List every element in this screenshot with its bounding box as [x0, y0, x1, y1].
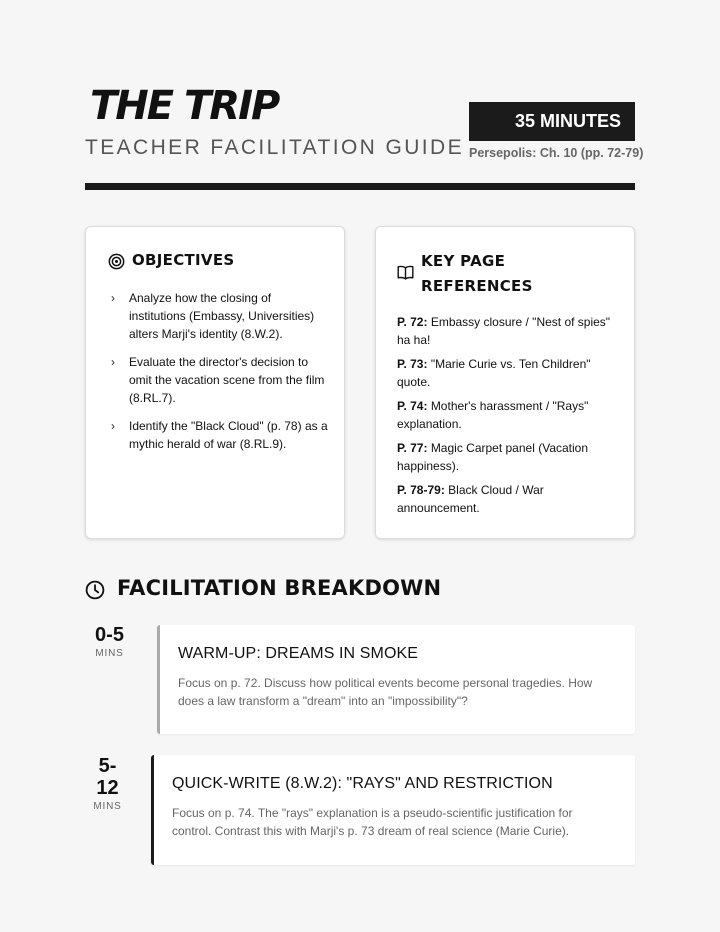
objective-text: Evaluate the director's decision to omit the vacation scene from the film (8.RL.7).	[129, 355, 325, 405]
objective-text: Analyze how the closing of institutions (Embassy, Universities) alters Marji's identity (8.W.2).	[129, 291, 315, 341]
reference-text: Magic Carpet panel (Vacation happiness).	[397, 441, 589, 473]
page-number: P. 72:	[397, 315, 428, 329]
list-item	[108, 289, 328, 343]
reference-text: Black Cloud / War announcement.	[397, 483, 544, 515]
section-title: FACILITATION BREAKDOWN	[117, 576, 442, 600]
step-title: WARM-UP: DREAMS IN SMOKE	[178, 645, 419, 662]
objective-text: Identify the "Black Cloud" (p. 78) as a mythic herald of war (8.RL.9).	[129, 419, 328, 451]
objectives-list	[108, 289, 328, 463]
guide-subtitle: TEACHER FACILITATION GUIDE	[85, 136, 464, 159]
objectives-card	[85, 226, 345, 539]
page-number: P. 78-79:	[397, 483, 445, 497]
time-range	[87, 624, 132, 661]
time-unit: MINS	[93, 801, 122, 812]
source-reference: Persepolis: Ch. 10 (pp. 72-79)	[469, 146, 644, 160]
references-list	[397, 313, 617, 523]
time-range	[85, 755, 130, 814]
duration-badge	[469, 102, 635, 141]
step-description: Focus on p. 72. Discuss how political events become personal tragedies. How does a law transform a "dream" into an "impossibility"?	[178, 676, 593, 708]
references-heading: KEY PAGE REFERENCES	[421, 252, 533, 295]
reference-text: Embassy closure / "Nest of spies" ha ha!	[397, 315, 611, 347]
duration-label: 35 MINUTES	[514, 111, 621, 131]
page-number: P. 77:	[397, 441, 428, 455]
time-value: 5-	[98, 755, 117, 777]
references-card	[375, 226, 635, 539]
step-title: QUICK-WRITE (8.W.2): "RAYS" AND RESTRICTION	[172, 775, 553, 792]
chevron-right-icon: ›	[111, 355, 115, 369]
list-item	[108, 353, 328, 407]
list-item	[397, 397, 617, 433]
objectives-heading: OBJECTIVES	[132, 251, 235, 269]
time-value: 0-5	[95, 624, 124, 646]
time-unit: MINS	[95, 648, 124, 659]
time-value: 12	[96, 777, 119, 799]
step-card	[157, 625, 635, 734]
clock-icon	[85, 580, 105, 600]
step-card	[151, 755, 635, 865]
reference-text: "Marie Curie vs. Ten Children" quote.	[397, 357, 591, 389]
reference-text: Mother's harassment / "Rays" explanation.	[397, 399, 589, 431]
header-divider	[85, 183, 635, 190]
list-item	[397, 313, 617, 349]
chevron-right-icon: ›	[111, 291, 115, 305]
step-description: Focus on p. 74. The "rays" explanation is a pseudo-scientific justification for control. Contrast this with Marji's p. 73 dream of real science (Marie Curie).	[172, 806, 573, 838]
book-icon	[397, 265, 414, 280]
target-icon	[108, 253, 125, 270]
list-item	[397, 439, 617, 475]
page-number: P. 74:	[397, 399, 428, 413]
list-item	[397, 481, 617, 517]
list-item	[108, 417, 328, 453]
guide-title: THE TRIP	[90, 83, 279, 129]
chevron-right-icon: ›	[111, 419, 115, 433]
page-number: P. 73:	[397, 357, 428, 371]
list-item	[397, 355, 617, 391]
